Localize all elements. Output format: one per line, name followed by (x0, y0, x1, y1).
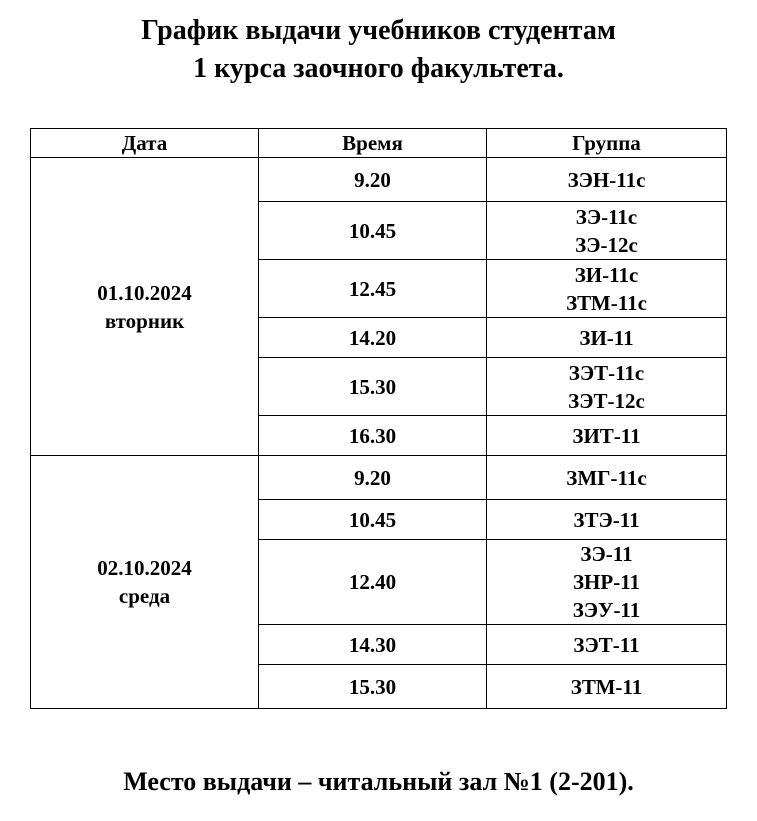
title-line-2: 1 курса заочного факультета. (193, 53, 564, 84)
time-cell: 12.40 (259, 540, 487, 625)
header-date: Дата (31, 129, 259, 158)
date-value: 01.10.2024 (97, 280, 192, 305)
group-name: ЗИ-11 (579, 325, 634, 350)
group-name: ЗЭУ-11 (572, 598, 641, 622)
time-cell: 15.30 (259, 665, 487, 709)
time-cell: 9.20 (259, 158, 487, 202)
group-name: ЗИ-11с (574, 262, 639, 287)
group-cell (487, 260, 727, 318)
table-header-row (31, 129, 727, 158)
time-cell: 10.45 (259, 500, 487, 540)
time-cell: 15.30 (259, 358, 487, 416)
table-row (31, 456, 727, 500)
time-cell: 10.45 (259, 202, 487, 260)
page-title (0, 12, 757, 88)
group-name: ЗЭ-12с (575, 232, 638, 257)
group-name: ЗЭН-11с (567, 167, 646, 192)
group-name: ЗЭ-11 (580, 542, 633, 566)
time-cell: 9.20 (259, 456, 487, 500)
group-cell (487, 158, 727, 202)
issue-location-note: Место выдачи – читальный зал №1 (2-201). (123, 767, 634, 796)
time-cell: 14.20 (259, 318, 487, 358)
schedule-table (30, 128, 727, 709)
group-cell (487, 665, 727, 709)
group-cell (487, 416, 727, 456)
title-line-1: График выдачи учебников студентам (141, 15, 616, 46)
group-name: ЗЭТ-12с (568, 388, 645, 413)
group-name: ЗНР-11 (572, 570, 641, 594)
table-row (31, 158, 727, 202)
time-cell: 12.45 (259, 260, 487, 318)
header-group: Группа (487, 129, 727, 158)
header-time: Время (259, 129, 487, 158)
date-cell (31, 158, 259, 456)
group-cell (487, 358, 727, 416)
group-name: ЗИТ-11 (572, 423, 641, 448)
group-name: ЗТМ-11с (566, 290, 647, 315)
group-cell (487, 625, 727, 665)
time-cell: 16.30 (259, 416, 487, 456)
time-cell: 14.30 (259, 625, 487, 665)
group-name: ЗЭТ-11с (568, 360, 645, 385)
date-value: 02.10.2024 (97, 556, 192, 580)
group-cell (487, 456, 727, 500)
group-cell (487, 318, 727, 358)
weekday-value: вторник (104, 308, 185, 333)
group-name: ЗЭТ-11 (573, 632, 640, 657)
group-name: ЗЭ-11с (575, 204, 638, 229)
date-cell (31, 456, 259, 709)
group-name: ЗМГ-11с (566, 465, 647, 490)
group-name: ЗТЭ-11 (573, 507, 640, 532)
group-name: ЗТМ-11 (570, 674, 643, 699)
weekday-value: среда (118, 584, 171, 608)
group-cell (487, 500, 727, 540)
group-cell (487, 540, 727, 625)
group-cell (487, 202, 727, 260)
